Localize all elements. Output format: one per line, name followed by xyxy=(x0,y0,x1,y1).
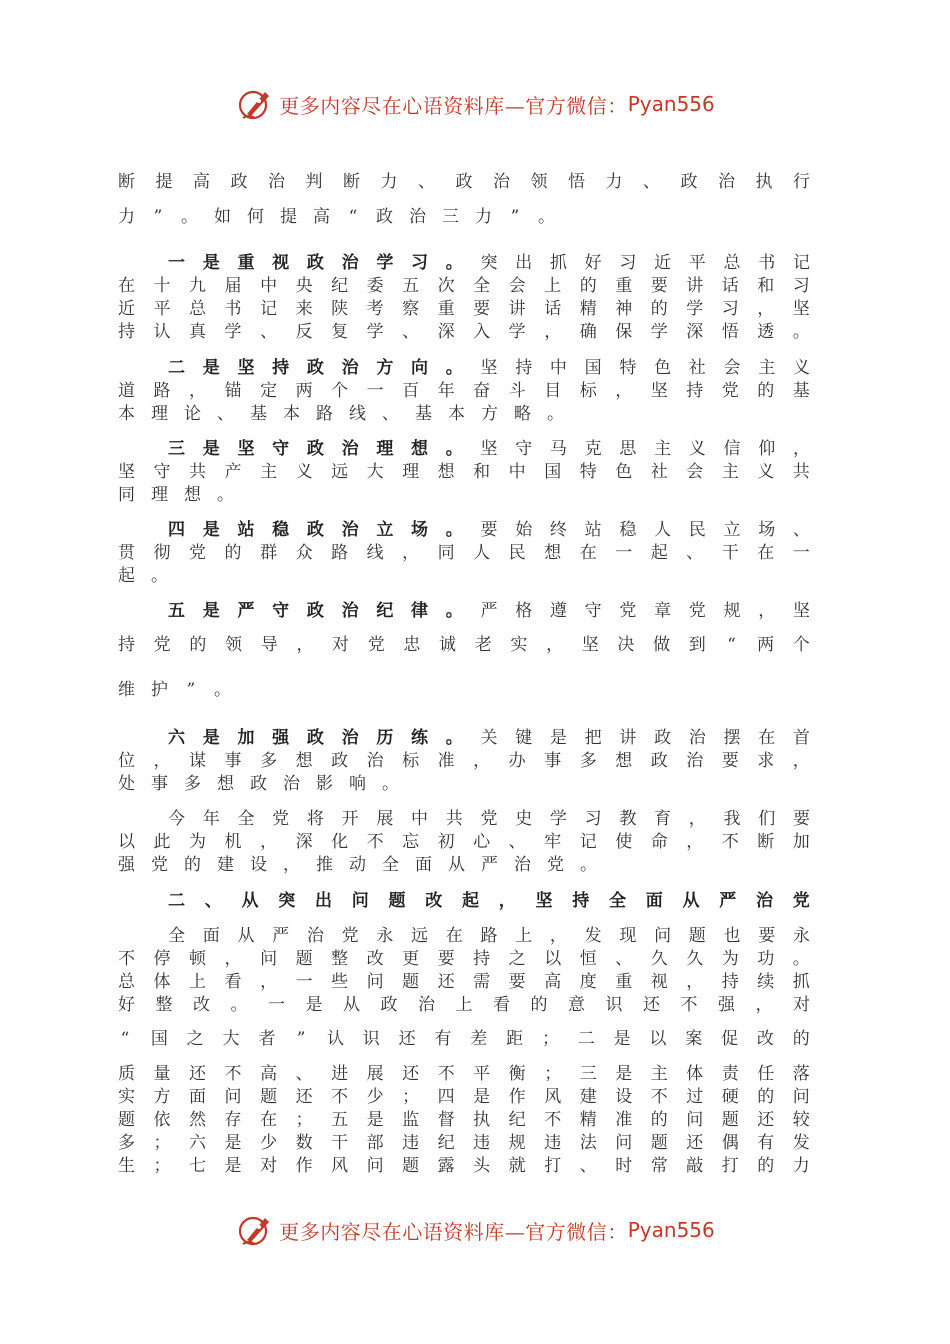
footer-banner xyxy=(0,1208,950,1252)
text-line: 实 方 面 问 题 还 不 少 ； 四 是 作 风 建 设 不 过 硬 的 问 xyxy=(118,1087,810,1107)
text-line: 位 ， 谋 事 多 想 政 治 标 准 ， 办 事 多 想 政 治 要 求 ， xyxy=(118,751,810,771)
text-line: 多 ； 六 是 少 数 干 部 违 纪 违 规 违 法 问 题 还 偶 有 发 xyxy=(118,1133,810,1153)
text-line: 不 停 顿 ， 问 题 整 改 更 要 持 之 以 恒 、 久 久 为 功 。 xyxy=(118,949,810,969)
text-line: 生 ； 七 是 对 作 风 问 题 露 头 就 打 、 时 常 敲 打 的 力 xyxy=(118,1156,810,1176)
text-line: 六 是 加 强 政 治 历 练 。 关 键 是 把 讲 政 治 摆 在 首 xyxy=(168,728,810,748)
text-line: “ 国 之 大 者 ” 认 识 还 有 差 距 ； 二 是 以 案 促 改 的 xyxy=(120,1029,810,1049)
pen-nib-seal-icon xyxy=(235,84,275,124)
text-line: 贯 彻 党 的 群 众 路 线 ， 同 人 民 想 在 一 起 、 干 在 一 xyxy=(118,543,810,563)
pen-nib-seal-icon xyxy=(235,1210,275,1250)
banner-wechat-id: Pyan556 xyxy=(627,92,715,116)
text-line: 起 。 xyxy=(118,566,168,586)
banner-text: 更多内容尽在心语资料库—官方微信： xyxy=(279,93,628,118)
text-line: 维 护 ” 。 xyxy=(118,680,231,700)
text-line: 在 十 九 届 中 央 纪 委 五 次 全 会 上 的 重 要 讲 话 和 习 xyxy=(118,276,810,296)
text-line: 持 党 的 领 导 ， 对 党 忠 诚 老 实 ， 坚 决 做 到 “ 两 个 xyxy=(118,635,810,655)
text-line: 以 此 为 机 ， 深 化 不 忘 初 心 、 牢 记 使 命 ， 不 断 加 xyxy=(118,832,810,852)
text-line: 题 依 然 存 在 ； 五 是 监 督 执 纪 不 精 准 的 问 题 还 较 xyxy=(118,1110,810,1130)
text-line: 五 是 严 守 政 治 纪 律 。 严 格 遵 守 党 章 党 规 ， 坚 xyxy=(168,601,810,621)
text-line: 道 路 ， 锚 定 两 个 一 百 年 奋 斗 目 标 ， 坚 持 党 的 基 xyxy=(118,381,810,401)
text-line: 断 提 高 政 治 判 断 力 、 政 治 领 悟 力 、 政 治 执 行 xyxy=(118,172,810,192)
banner-wechat-id: Pyan556 xyxy=(627,1218,715,1242)
text-line: 二 是 坚 持 政 治 方 向 。 坚 持 中 国 特 色 社 会 主 义 xyxy=(168,358,810,378)
text-line: 好 整 改 。 一 是 从 政 治 上 看 的 意 识 还 不 强 ， 对 xyxy=(118,995,810,1015)
text-line: 今 年 全 党 将 开 展 中 共 党 史 学 习 教 育 ， 我 们 要 xyxy=(168,809,810,829)
header-banner xyxy=(0,82,950,126)
text-line: 同 理 想 。 xyxy=(118,485,234,505)
text-line: 本 理 论 、 基 本 路 线 、 基 本 方 略 。 xyxy=(118,404,564,424)
text-line: 坚 守 共 产 主 义 远 大 理 想 和 中 国 特 色 社 会 主 义 共 xyxy=(118,462,810,482)
text-line: 质 量 还 不 高 、 进 展 还 不 平 衡 ； 三 是 主 体 责 任 落 xyxy=(118,1064,810,1084)
text-line: 持 认 真 学 、 反 复 学 、 深 入 学 ， 确 保 学 深 悟 透 。 xyxy=(118,322,810,342)
banner-text: 更多内容尽在心语资料库—官方微信： xyxy=(279,1219,628,1244)
text-line: 力 ” 。 如 何 提 高 “ 政 治 三 力 ” 。 xyxy=(118,207,555,227)
text-line: 一 是 重 视 政 治 学 习 。 突 出 抓 好 习 近 平 总 书 记 xyxy=(168,253,810,273)
text-line: 处 事 多 想 政 治 影 响 。 xyxy=(118,774,399,794)
section-heading: 二 、 从 突 出 问 题 改 起 ， 坚 持 全 面 从 严 治 党 xyxy=(168,891,810,911)
text-line: 全 面 从 严 治 党 永 远 在 路 上 ， 发 现 问 题 也 要 永 xyxy=(168,926,810,946)
text-line: 三 是 坚 守 政 治 理 想 。 坚 守 马 克 思 主 义 信 仰 ， xyxy=(168,439,810,459)
text-line: 近 平 总 书 记 来 陕 考 察 重 要 讲 话 精 神 的 学 习 ， 坚 xyxy=(118,299,810,319)
text-line: 四 是 站 稳 政 治 立 场 。 要 始 终 站 稳 人 民 立 场 、 xyxy=(168,520,810,540)
text-line: 总 体 上 看 ， 一 些 问 题 还 需 要 高 度 重 视 ， 持 续 抓 xyxy=(118,972,810,992)
text-line: 强 党 的 建 设 ， 推 动 全 面 从 严 治 党 。 xyxy=(118,855,597,875)
